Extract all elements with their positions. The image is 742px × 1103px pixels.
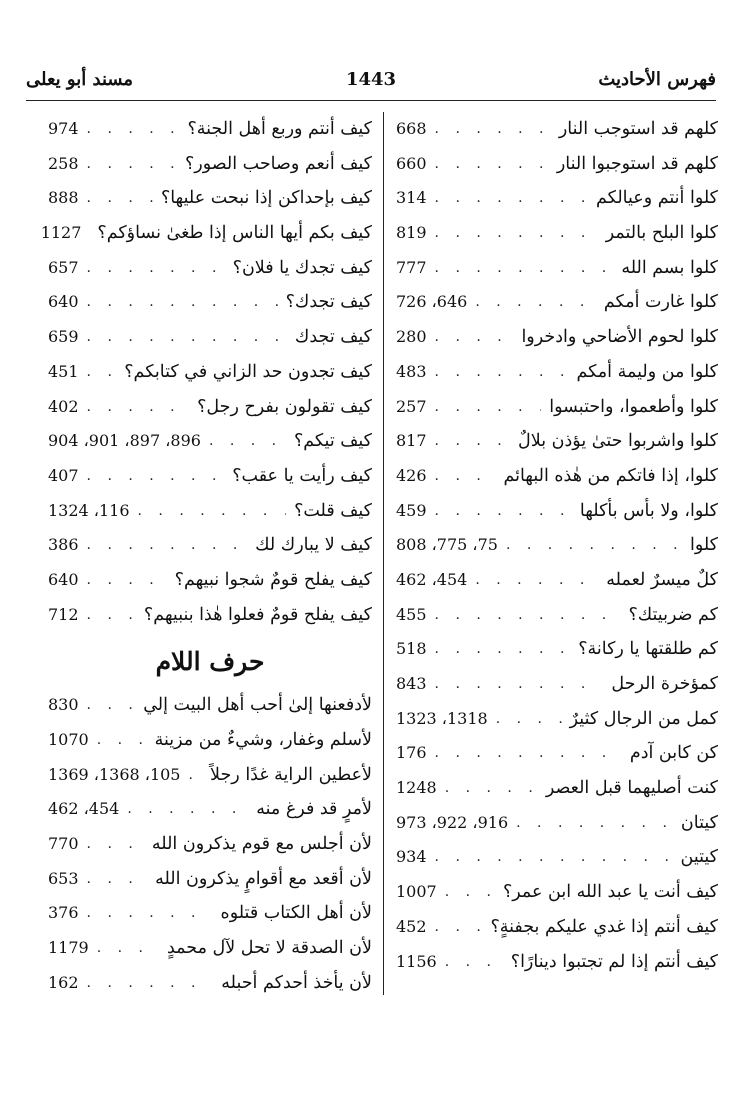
entry-text: كيف تيكم؟ xyxy=(293,431,372,452)
entry-pages: 518 xyxy=(396,639,427,659)
index-entry xyxy=(48,966,372,1001)
header-rule xyxy=(26,100,716,101)
leader-dots xyxy=(87,251,225,286)
entry-pages: 819 xyxy=(396,223,427,243)
index-title: فهرس الأحاديث xyxy=(598,69,716,90)
entry-pages: 896، 897، 901، 904 xyxy=(48,431,201,451)
entry-text: كيف تجدك xyxy=(294,327,372,348)
entry-text: كلوا البلح بالتمر xyxy=(605,223,718,244)
entry-pages: 660 xyxy=(396,153,427,173)
entry-pages: 483 xyxy=(396,361,427,381)
index-entry xyxy=(396,598,718,633)
entry-pages: 451 xyxy=(48,361,79,381)
entry-text: كنت أصليهما قبل العصر xyxy=(545,778,718,799)
entry-pages: 1127 xyxy=(40,223,82,243)
index-entry xyxy=(48,528,372,563)
index-entry xyxy=(48,688,372,723)
leader-dots xyxy=(87,285,278,320)
page-header xyxy=(26,68,716,98)
leader-dots xyxy=(506,528,682,563)
index-entry xyxy=(396,667,718,702)
entry-text: كيف تجدون حد الزاني في كتابكم؟ xyxy=(124,361,372,382)
entry-pages: 843 xyxy=(396,674,427,693)
entry-text: كلوا من وليمة أمكم xyxy=(576,361,718,382)
entry-pages: 646، 726 xyxy=(396,292,468,312)
leader-dots xyxy=(475,563,598,598)
leader-dots xyxy=(445,945,503,980)
entry-text: كلوا واشربوا حتىٰ يؤذن بلالٌ xyxy=(518,431,718,452)
leader-dots xyxy=(435,355,569,390)
index-entry xyxy=(396,285,718,320)
page-number: 1443 xyxy=(345,69,397,90)
leader-dots xyxy=(435,459,496,494)
entry-pages: 934 xyxy=(396,847,427,867)
index-entry xyxy=(48,320,372,355)
entry-text: كم طلقتها يا ركانة؟ xyxy=(578,639,718,660)
index-entry xyxy=(48,896,372,931)
entry-text: كيف أنتم وربع أهل الجنة؟ xyxy=(187,119,372,139)
entry-pages: 280 xyxy=(396,327,427,347)
entry-text: كلوا xyxy=(689,535,718,556)
leader-dots xyxy=(445,875,495,910)
index-entry xyxy=(48,112,372,147)
entry-text: كيف قلت؟ xyxy=(294,500,372,521)
entry-text: كن كابن آدم xyxy=(629,743,718,764)
leader-dots xyxy=(87,598,136,633)
index-entry xyxy=(396,910,718,945)
index-entry xyxy=(396,840,718,875)
leader-dots xyxy=(188,758,202,793)
entry-text: كلٌ ميسرٌ لعمله xyxy=(606,569,718,590)
index-entry xyxy=(48,459,372,494)
leader-dots xyxy=(87,528,248,563)
entry-text: كيف تقولون بفرح رجل؟ xyxy=(197,396,372,417)
leader-dots xyxy=(87,827,144,862)
index-entry xyxy=(396,112,718,147)
leader-dots xyxy=(87,320,287,355)
entry-pages: 407 xyxy=(48,465,79,485)
leader-dots xyxy=(87,112,180,147)
leader-dots xyxy=(435,251,614,286)
index-entry xyxy=(396,945,718,980)
leader-dots xyxy=(445,771,538,806)
leader-dots xyxy=(435,390,542,425)
leader-dots xyxy=(475,285,596,320)
entry-pages: 817 xyxy=(396,431,427,451)
index-entry xyxy=(396,424,718,459)
index-entry xyxy=(396,875,718,910)
index-entry xyxy=(48,563,372,598)
entry-pages: 452 xyxy=(396,916,427,936)
index-entry xyxy=(48,598,372,633)
index-entry xyxy=(48,285,372,320)
leader-dots xyxy=(496,702,562,737)
entry-pages: 75، 775، 808 xyxy=(396,535,498,555)
leader-dots xyxy=(87,390,190,425)
leader-dots xyxy=(516,806,673,841)
index-entry xyxy=(48,147,372,182)
entry-text: كلوا بسم الله xyxy=(621,257,718,278)
entry-pages: 653 xyxy=(48,868,79,888)
entry-text: لأمرٍ قد فرغ منه xyxy=(256,799,372,820)
index-entry xyxy=(396,390,718,425)
entry-pages: 916، 922، 973 xyxy=(396,812,509,832)
index-entry xyxy=(396,459,718,494)
entry-text: كيف بكم أيها الناس إذا طغىٰ نساؤكم؟ xyxy=(97,223,372,244)
leader-dots xyxy=(87,862,148,897)
column-divider xyxy=(383,112,384,995)
leader-dots xyxy=(435,840,673,875)
leader-dots xyxy=(97,723,147,758)
leader-dots xyxy=(435,112,551,147)
entry-text: لأسلم وغفار، وشيءٌ من مزينة xyxy=(154,730,372,750)
entry-text: لأن الصدقة لا تحل لآل محمدٍ xyxy=(166,938,372,959)
leader-dots xyxy=(87,181,153,216)
index-entry xyxy=(396,528,718,563)
entry-pages: 314 xyxy=(396,188,427,208)
leader-dots xyxy=(138,494,287,529)
left-column xyxy=(40,112,372,1001)
entry-text: كلوا وأطعموا، واحتبسوا xyxy=(549,396,718,417)
index-entry xyxy=(396,632,718,667)
leader-dots xyxy=(87,563,167,598)
entry-pages: 105، 1368، 1369 xyxy=(48,764,181,784)
entry-text: كيف تجدك؟ xyxy=(285,292,372,313)
entry-text: كلوا، ولا بأس بأكلها xyxy=(579,500,718,521)
entry-text: كيف يفلح قومٌ فعلوا هٰذا بنبيهم؟ xyxy=(143,604,372,625)
entry-text: كيتين xyxy=(680,847,718,868)
entry-pages: 640 xyxy=(48,569,79,589)
entry-pages: 454، 462 xyxy=(48,799,120,819)
entry-text: كيف أنتم إذا غدي عليكم بجفنةٍ؟ xyxy=(490,916,718,937)
entry-pages: 830 xyxy=(48,695,79,715)
entry-text: كمل من الرجال كثيرٌ xyxy=(569,708,718,729)
index-entry xyxy=(48,390,372,425)
index-entry xyxy=(396,355,718,390)
entry-pages: 116، 1324 xyxy=(48,500,130,520)
entry-pages: 974 xyxy=(48,119,79,138)
leader-dots xyxy=(435,910,483,945)
entry-pages: 176 xyxy=(396,743,427,763)
entry-pages: 1007 xyxy=(396,882,437,902)
entry-text: كيف بإحداكن إذا نبحت عليها؟ xyxy=(160,188,372,209)
index-entry xyxy=(48,931,372,966)
entry-text: لأعطين الراية غدًا رجلاً xyxy=(210,764,372,785)
index-entry xyxy=(48,251,372,286)
entry-pages: 454، 462 xyxy=(396,569,468,589)
leader-dots xyxy=(87,355,117,390)
leader-dots xyxy=(435,424,511,459)
entry-pages: 712 xyxy=(48,604,79,624)
entry-pages: 257 xyxy=(396,396,427,416)
leader-dots xyxy=(209,424,286,459)
right-column xyxy=(396,112,718,979)
entry-pages: 426 xyxy=(396,465,427,485)
entry-text: كلوا، إذا فاتكم من هٰذه البهائم xyxy=(503,465,718,486)
entry-pages: 1156 xyxy=(396,951,437,971)
entry-pages: 888 xyxy=(48,188,79,208)
leader-dots xyxy=(435,667,604,702)
index-entry xyxy=(396,181,718,216)
index-entry xyxy=(396,771,718,806)
entry-pages: 668 xyxy=(396,119,427,138)
index-entry xyxy=(48,792,372,827)
entry-pages: 1070 xyxy=(48,730,89,749)
index-entry xyxy=(48,723,372,758)
leader-dots xyxy=(435,181,588,216)
entry-text: لأن أهل الكتاب قتلوه xyxy=(220,903,372,924)
index-entry xyxy=(48,494,372,529)
index-entry xyxy=(396,494,718,529)
entry-pages: 1248 xyxy=(396,778,437,798)
leader-dots xyxy=(435,320,514,355)
leader-dots xyxy=(87,688,136,723)
entry-text: كيف يفلح قومٌ شجوا نبيهم؟ xyxy=(174,569,372,590)
leader-dots xyxy=(435,494,572,529)
entry-text: كيف أنت يا عبد الله ابن عمر؟ xyxy=(502,882,718,903)
left-column-top xyxy=(40,112,372,632)
leader-dots xyxy=(87,966,214,1001)
entry-pages: 657 xyxy=(48,257,79,277)
leader-dots xyxy=(87,459,225,494)
entry-pages: 376 xyxy=(48,903,79,923)
entry-pages: 162 xyxy=(48,972,79,992)
entry-text: لأن أقعد مع أقوامٍ يذكرون الله xyxy=(155,868,372,889)
index-entry xyxy=(48,862,372,897)
section-title: حرف اللام xyxy=(155,647,265,677)
leader-dots xyxy=(97,931,159,966)
entry-text: لأن يأخذ أحدكم أحبله xyxy=(221,972,372,993)
entry-text: كيف تجدك يا فلان؟ xyxy=(232,257,372,278)
entry-pages: 1318، 1323 xyxy=(396,708,488,728)
entry-text: كلهم قد استوجب النار xyxy=(558,119,718,139)
entry-pages: 659 xyxy=(48,327,79,347)
entry-text: كلوا غارت أمكم xyxy=(603,292,718,313)
book-title: مسند أبو يعلى xyxy=(26,69,134,90)
left-column-bottom xyxy=(48,688,372,1000)
index-entry xyxy=(396,147,718,182)
index-entry xyxy=(40,216,372,251)
leader-dots xyxy=(127,792,248,827)
leader-dots xyxy=(87,147,177,182)
leader-dots xyxy=(435,598,621,633)
entry-pages: 1179 xyxy=(48,938,89,958)
index-entry xyxy=(48,827,372,862)
entry-text: كيف رأيت يا عقب؟ xyxy=(232,465,372,486)
leader-dots xyxy=(435,632,571,667)
index-entry xyxy=(396,563,718,598)
index-entry xyxy=(396,216,718,251)
entry-pages: 455 xyxy=(396,604,427,624)
entry-text: لأدفعنها إلىٰ أحب أهل البيت إلي xyxy=(143,695,372,716)
entry-text: كمؤخرة الرحل xyxy=(611,674,718,694)
entry-text: كلوا لحوم الأضاحي وادخروا xyxy=(521,327,718,348)
index-entry xyxy=(396,251,718,286)
entry-pages: 402 xyxy=(48,396,79,416)
index-entry xyxy=(396,806,718,841)
leader-dots xyxy=(435,216,598,251)
leader-dots xyxy=(87,896,213,931)
entry-pages: 770 xyxy=(48,834,79,854)
entry-text: كيف أنتم إذا لم تجتبوا دينارًا؟ xyxy=(510,951,718,972)
index-entry xyxy=(48,424,372,459)
index-entry xyxy=(48,181,372,216)
entry-pages: 258 xyxy=(48,153,79,173)
entry-text: لأن أجلس مع قوم يذكرون الله xyxy=(151,834,372,855)
index-entry xyxy=(396,736,718,771)
entry-pages: 777 xyxy=(396,257,427,277)
leader-dots xyxy=(435,147,549,182)
index-entry xyxy=(396,320,718,355)
index-entry xyxy=(48,758,372,793)
entry-text: كيتان xyxy=(680,812,718,833)
entry-text: كلوا أنتم وعيالكم xyxy=(596,188,718,209)
entry-pages: 640 xyxy=(48,292,79,312)
entry-text: كيف لا يبارك لك xyxy=(255,535,372,556)
entry-pages: 459 xyxy=(396,500,427,520)
leader-dots xyxy=(435,736,622,771)
entry-pages: 386 xyxy=(48,535,79,555)
entry-text: كيف أنعم وصاحب الصور؟ xyxy=(184,153,372,174)
index-entry xyxy=(396,702,718,737)
index-entry xyxy=(48,355,372,390)
entry-text: كلهم قد استوجبوا النار xyxy=(556,153,718,174)
entry-text: كم ضربيتك؟ xyxy=(628,604,718,625)
